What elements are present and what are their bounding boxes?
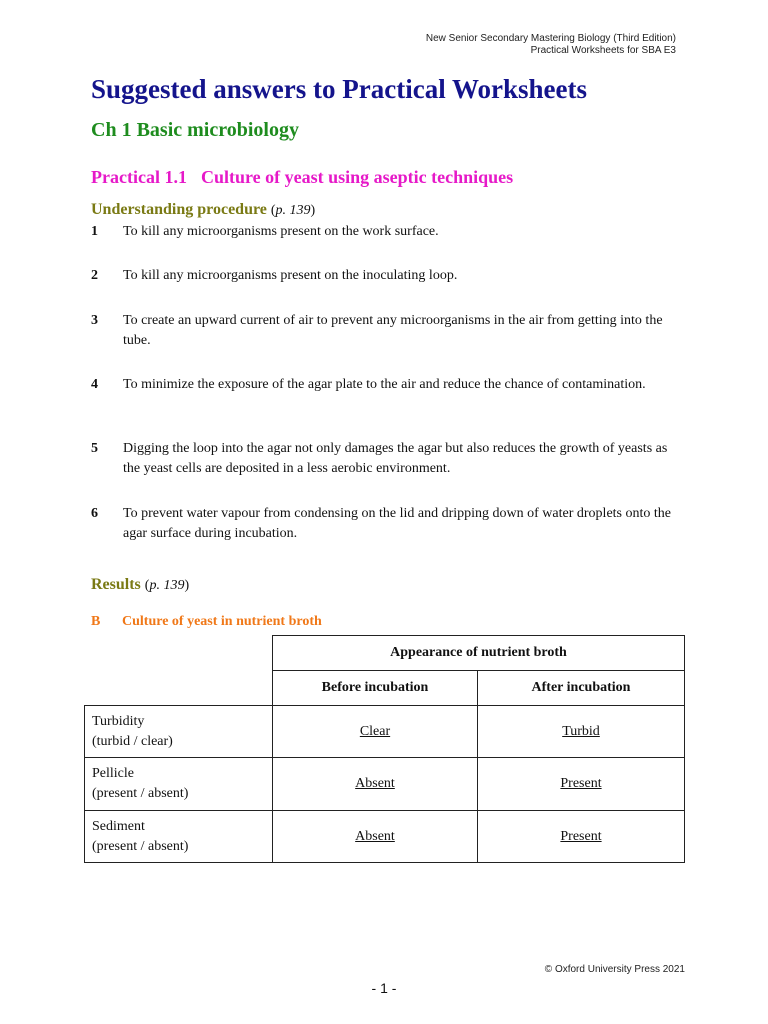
- row-options: (present / absent): [92, 786, 189, 801]
- understanding-procedure-heading: [91, 200, 315, 221]
- table-row: [85, 811, 685, 863]
- row-label-cell: [85, 811, 273, 863]
- results-subheading: [91, 613, 322, 631]
- procedure-text: To create an upward current of air to prevent any microorganisms in the air from getting into the tube.: [123, 313, 663, 348]
- results-heading-text: Results: [91, 576, 141, 593]
- page-number: - 1 -: [371, 980, 397, 996]
- procedure-answer-4: [91, 375, 681, 395]
- header-worksheet-title: Practical Worksheets for SBA E3: [530, 45, 676, 56]
- procedure-text: To prevent water vapour from condensing on the lid and dripping down of water droplets onto the agar surface during incubation.: [123, 506, 671, 541]
- procedure-text: To kill any microorganisms present on the inoculating loop.: [123, 268, 458, 283]
- row-options: (present / absent): [92, 838, 189, 854]
- procedure-answer-2: [91, 266, 681, 286]
- procedure-answer-5: [91, 439, 681, 479]
- table-row: [85, 758, 685, 811]
- procedure-number: 3: [91, 313, 98, 328]
- practical-name: Culture of yeast using aseptic techniques: [200, 167, 514, 187]
- running-header: [426, 33, 676, 57]
- after-value: Turbid: [478, 706, 685, 758]
- procedure-text: To minimize the exposure of the agar plate to the air and reduce the chance of contamination.: [123, 377, 646, 392]
- subheading-letter: B: [91, 614, 101, 629]
- after-value: Present: [478, 811, 685, 863]
- understanding-page-ref: (p. 139): [270, 203, 316, 218]
- procedure-number: 6: [91, 506, 98, 521]
- chapter-heading: Ch 1 Basic microbiology: [91, 119, 299, 141]
- after-value: Present: [478, 758, 685, 811]
- table-group-header: Appearance of nutrient broth: [273, 636, 685, 671]
- practical-number: Practical 1.1: [91, 167, 187, 187]
- results-table: [84, 635, 685, 863]
- row-label-cell: [85, 706, 273, 758]
- row-label-cell: [85, 758, 273, 811]
- table-row: [85, 706, 685, 758]
- results-heading: [91, 575, 189, 596]
- procedure-text: Digging the loop into the agar not only damages the agar but also reduces the growth of yeasts as the yeast cells are deposited in a less aerobic environment.: [123, 441, 668, 476]
- subheading-title: Culture of yeast in nutrient broth: [122, 614, 322, 629]
- procedure-answer-6: [91, 504, 681, 544]
- row-options: (turbid / clear): [92, 733, 173, 749]
- understanding-heading-text: Understanding procedure: [91, 201, 267, 218]
- row-label: Sediment: [92, 818, 145, 834]
- procedure-text: To kill any microorganisms present on the work surface.: [123, 224, 439, 239]
- header-book-title: New Senior Secondary Mastering Biology (Third Edition): [425, 33, 676, 44]
- row-label: Turbidity: [92, 713, 145, 729]
- table-corner-empty: [85, 636, 273, 671]
- results-page-ref: (p. 139): [144, 578, 190, 593]
- document-title: Suggested answers to Practical Worksheets: [91, 74, 587, 104]
- procedure-answer-3: [91, 311, 681, 351]
- row-label: Pellicle: [92, 766, 134, 781]
- procedure-number: 1: [91, 224, 98, 239]
- procedure-number: 4: [91, 377, 98, 392]
- copyright-notice: © Oxford University Press 2021: [544, 964, 685, 975]
- before-value: Absent: [273, 758, 478, 811]
- column-header-after: After incubation: [478, 671, 685, 706]
- before-value: Absent: [273, 811, 478, 863]
- before-value: Clear: [273, 706, 478, 758]
- practical-heading: [91, 165, 513, 189]
- table-corner-empty: [85, 671, 273, 706]
- procedure-answer-1: [91, 222, 681, 242]
- procedure-number: 2: [91, 268, 98, 283]
- column-header-before: Before incubation: [273, 671, 478, 706]
- procedure-number: 5: [91, 441, 98, 456]
